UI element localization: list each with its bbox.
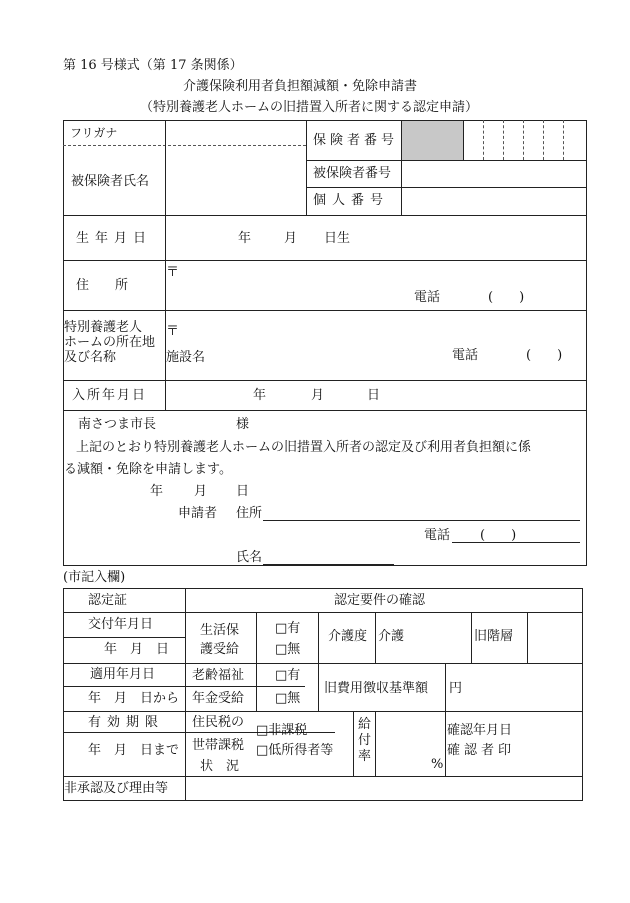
- applicant-name-label: 氏名: [236, 550, 263, 565]
- facility-label-line2: ホームの所在地: [64, 335, 156, 350]
- application-body-line1: 上記のとおり特別養護老人ホームの旧措置入所者の認定及び利用者負担額に係: [76, 440, 532, 455]
- birth-year: 年: [238, 231, 252, 246]
- mayor-addressee: 南さつま市長: [78, 417, 157, 432]
- applicant-address-line[interactable]: [263, 520, 580, 521]
- insured-name-label: 被保険者氏名: [71, 174, 150, 189]
- facility-phone-label: 電話: [452, 348, 479, 363]
- rejection-label: 非承認及び理由等: [64, 781, 169, 796]
- facility-label-line3-text: 及び名称: [64, 350, 117, 365]
- valid-period-label: 有効期限: [88, 715, 165, 730]
- facility-phone-parens: ( ): [526, 348, 563, 363]
- application-date-year: 年: [150, 484, 164, 499]
- facility-label-line1: 特別養護老人: [64, 320, 143, 335]
- insurer-number-shaded-cell: [402, 121, 463, 160]
- benefit-label-line3: 率: [358, 749, 372, 764]
- livelihood-yes-checkbox[interactable]: □有: [275, 621, 301, 636]
- mayor-honorific: 様: [236, 417, 250, 432]
- application-date-month: 月: [194, 484, 208, 499]
- birth-date-label: 生年月日: [76, 231, 153, 246]
- care-level-value: 介護: [378, 629, 405, 644]
- livelihood-label-line2: 護受給: [200, 642, 240, 657]
- old-tier-label: 旧階層: [474, 629, 514, 644]
- applicant-phone-parens: ( ): [480, 528, 517, 543]
- address-phone-label: 電話: [414, 290, 441, 305]
- personal-number-label: 個人番号: [313, 193, 390, 208]
- application-body-line2: る減額・免除を申請します。: [64, 462, 232, 477]
- birth-day: 日生: [324, 231, 351, 246]
- confirm-date-label: 確認年月日: [447, 723, 513, 738]
- facility-postal-mark: 〒: [166, 324, 180, 339]
- care-level-label: 介護度: [328, 629, 368, 644]
- office-section-label: (市記入欄): [63, 570, 126, 585]
- applicant-name-line[interactable]: [263, 564, 394, 565]
- admission-year: 年: [253, 388, 267, 403]
- issue-date-ymd: 年 月 日: [104, 642, 170, 657]
- apply-date-label: 適用年月日: [90, 667, 156, 682]
- pension-yes-checkbox[interactable]: □有: [275, 668, 301, 683]
- confirmer-seal-label: 確認者印: [447, 743, 516, 758]
- issue-date-label: 交付年月日: [88, 617, 154, 632]
- tax-label-line1: 住民税の: [192, 715, 245, 730]
- address-postal-mark: 〒: [166, 265, 180, 280]
- form-number: 第 16 号様式（第 17 条関係）: [63, 58, 243, 73]
- nontax-checkbox[interactable]: □非課税: [256, 723, 308, 738]
- requirements-label: 認定要件の確認: [334, 593, 426, 608]
- tax-label-line2: 世帯課税: [192, 738, 245, 753]
- applicant-label: 申請者: [178, 506, 218, 521]
- facility-label-line3: [64, 351, 164, 364]
- livelihood-label-line1: 生活保: [200, 623, 240, 638]
- valid-period-ymd: 年 月 日まで: [88, 743, 180, 758]
- livelihood-no-checkbox[interactable]: □無: [275, 642, 301, 657]
- facility-name-label: 施設名: [166, 350, 206, 365]
- form-subtitle: （特別養護老人ホームの旧措置入所者に関する認定申請）: [140, 100, 479, 115]
- apply-date-ymd: 年 月 日から: [88, 691, 180, 706]
- low-income-checkbox[interactable]: □低所得者等: [256, 743, 334, 758]
- applicant-phone-label: 電話: [424, 528, 451, 543]
- address-phone-parens: ( ): [488, 290, 525, 305]
- applicant-phone-line[interactable]: [452, 542, 580, 543]
- old-fee-label: 旧費用徴収基準額: [324, 681, 429, 696]
- pension-no-checkbox[interactable]: □無: [275, 691, 301, 706]
- certificate-text: 認定証: [88, 593, 128, 608]
- admission-date-label: 入所年月日: [72, 388, 148, 403]
- applicant-address-label: 住所: [236, 506, 263, 521]
- old-fee-yen: 円: [449, 681, 463, 696]
- tax-label-line3: 状 況: [200, 759, 240, 774]
- birth-month: 月: [284, 231, 298, 246]
- furigana-label: [70, 127, 156, 139]
- form-title: 介護保険利用者負担額減額・免除申請書: [183, 79, 418, 94]
- admission-month: 月: [311, 388, 325, 403]
- furigana-text: フリガナ: [70, 126, 118, 140]
- benefit-label-line2: 付: [358, 733, 372, 748]
- benefit-label-line1: 給: [358, 717, 372, 732]
- insured-number-label: 被保険者番号: [313, 166, 392, 181]
- pension-label-line2: 年金受給: [192, 691, 245, 706]
- application-date-day: 日: [236, 484, 250, 499]
- insurer-number-label: 保険者番号: [313, 133, 399, 148]
- admission-day: 日: [367, 388, 381, 403]
- address-label: 住 所: [76, 278, 129, 293]
- pension-label-line1: 老齢福祉: [192, 668, 245, 683]
- benefit-percent: %: [431, 757, 444, 772]
- certificate-label: [88, 594, 160, 607]
